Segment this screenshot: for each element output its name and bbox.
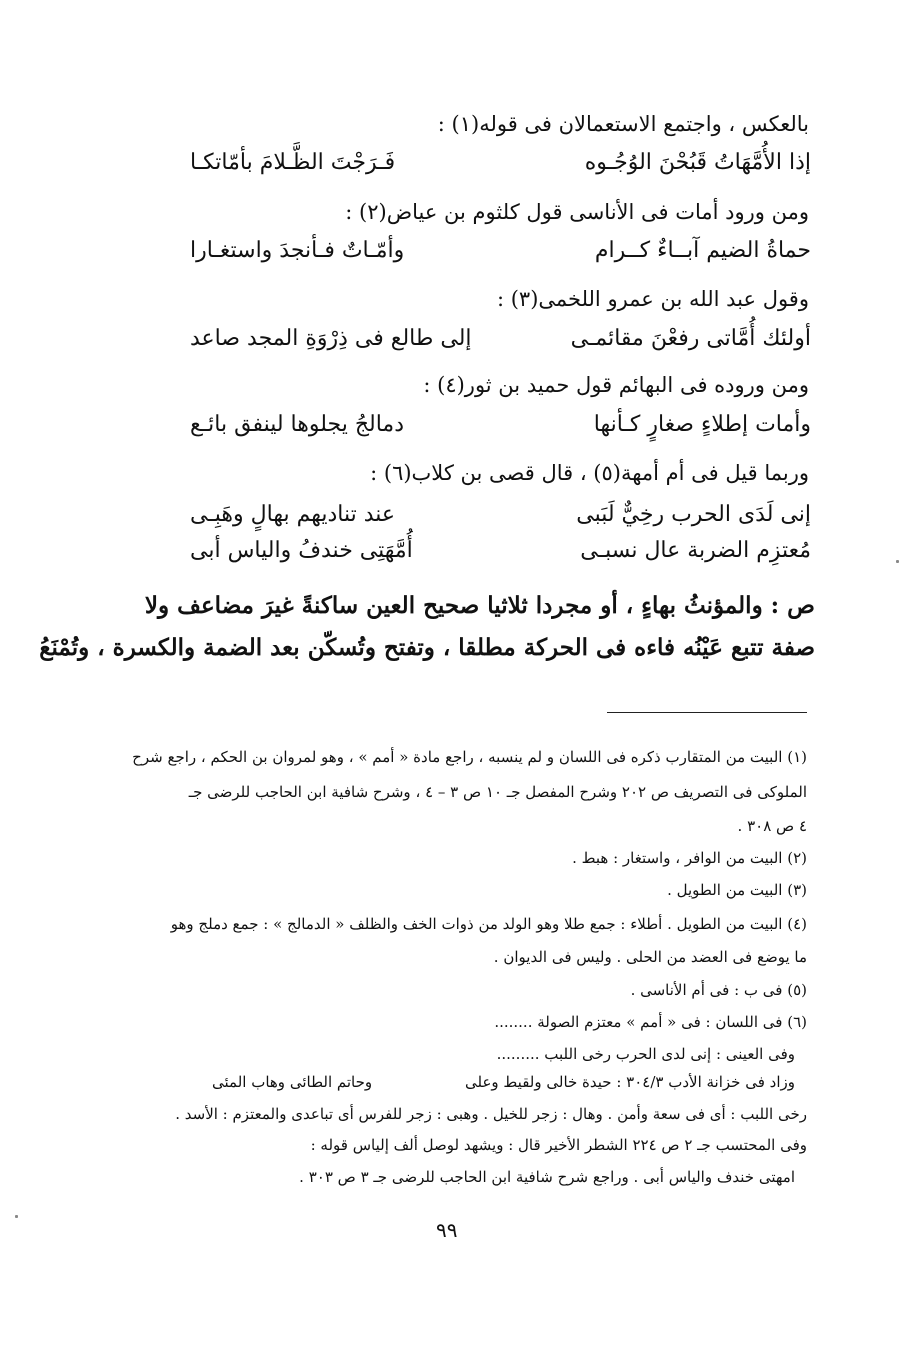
verse-hemistich-right: مُعتزِم الضربة عال نسبـى — [580, 538, 811, 563]
footnote-line: (٥) فى ب : فى أم الأناسى . — [630, 981, 807, 999]
footnote-line: ما يوضع فى العضد من الحلى . وليس فى الديوان . — [493, 948, 807, 966]
footnote-line: رخى اللبب : أى فى سعة وأمن . وهال : زجر للخيل . وهبى : زجر للفرس أى تباعدى والمعتزم : الأسد . — [175, 1105, 807, 1123]
footnote-line: (٦) فى اللسان : فى « أمم » معتزم الصولة ........ — [494, 1013, 807, 1031]
footnote-hemistich: وحاتم الطائى وهاب المئى — [212, 1073, 373, 1091]
footnote-line: (٢) البيت من الوافر ، واستغار : هبط . — [572, 849, 807, 867]
verse-hemistich-right: إذا الأُمَّهَاتُ قَبُحْنَ الوُجُـوه — [584, 150, 811, 175]
footnote-line: وزاد فى خزانة الأدب ٣٠٤/٣ : حيدة خالى ولقيط وعلى — [465, 1073, 795, 1091]
page-number: ٩٩ — [436, 1218, 458, 1242]
verse-hemistich-left: أُمَّهَتِى خندفُ والياس أبى — [190, 538, 413, 563]
verse-hemistich-left: فَـرَجْتَ الظَّـلامَ بأمّاتكـا — [190, 150, 396, 175]
verse-hemistich-right: إنى لَدَى الحرب رخِيٌّ لَبَبى — [576, 502, 811, 527]
footnote-divider — [607, 712, 807, 713]
footnote-line: (٣) البيت من الطويل . — [667, 881, 807, 899]
rule-text-line: صفة تتبع عَيْنُه فاءه فى الحركة مطلقا ، وتفتح وتُسكّن بعد الضمة والكسرة ، وتُمْنَعُ — [39, 634, 815, 661]
intro-line: ومن وروده فى البهائم قول حميد بن ثور(٤) : — [423, 373, 809, 397]
footnote-line: (١) البيت من المتقارب ذكره فى اللسان و لم ينسبه ، راجع مادة « أمم » ، وهو لمروان بن الحكم ، راجع شرح — [132, 748, 807, 766]
verse-hemistich-left: وأمّـاتٌ فـأنجدَ واستغـارا — [190, 238, 405, 263]
footnote-line: وفى العينى : إنى لدى الحرب رخى اللبب ......... — [496, 1045, 795, 1063]
verse-hemistich-left: عند تناديهم بهالٍ وهَبِـى — [190, 502, 396, 527]
scan-speck — [896, 560, 899, 563]
intro-line: وربما قيل فى أم أمهة(٥) ، قال قصى بن كلاب(٦) : — [370, 461, 809, 485]
footnote-line: الملوكى فى التصريف ص ٢٠٢ وشرح المفصل جـ ١٠ ص ٣ – ٤ ، وشرح شافية ابن الحاجب للرضى جـ — [188, 783, 807, 801]
footnote-line: ٤ ص ٣٠٨ . — [737, 817, 807, 835]
footnote-line: (٤) البيت من الطويل . أطلاء : جمع طلا وهو الولد من ذوات الخف والظلف « الدمالج » : جمع دملج وهو — [170, 915, 807, 933]
verse-hemistich-left: دمالجُ يجلوها لينفق بائـع — [190, 412, 405, 437]
footnote-line: امهتى خندف والياس أبى . وراجع شرح شافية ابن الحاجب للرضى جـ ٣ ص ٣٠٣ . — [299, 1168, 795, 1186]
scan-speck — [15, 1215, 18, 1218]
verse-hemistich-right: وأمات إطلاءٍ صغارٍ كـأنها — [593, 412, 811, 437]
intro-line: وقول عبد الله بن عمرو اللخمى(٣) : — [496, 287, 809, 311]
rule-text-line: ص : والمؤنثُ بهاءٍ ، أو مجردا ثلاثيا صحيح العين ساكنةً غيرَ مضاعف ولا — [144, 592, 815, 619]
intro-line: بالعكس ، واجتمع الاستعمالان فى قوله(١) : — [437, 112, 809, 136]
verse-hemistich-right: حماةُ الضيم آبــاءٌ كــرام — [594, 238, 811, 263]
verse-hemistich-right: أولئك أُمَّاتى رفعْنَ مقائمـى — [570, 326, 811, 351]
intro-line: ومن ورود أمات فى الأناسى قول كلثوم بن عياض(٢) : — [345, 200, 809, 224]
footnote-line: وفى المحتسب جـ ٢ ص ٢٢٤ الشطر الأخير قال : ويشهد لوصل ألف إلياس قوله : — [310, 1136, 807, 1154]
verse-hemistich-left: إلى طالع فى ذِرْوَةِ المجد صاعد — [190, 326, 472, 351]
